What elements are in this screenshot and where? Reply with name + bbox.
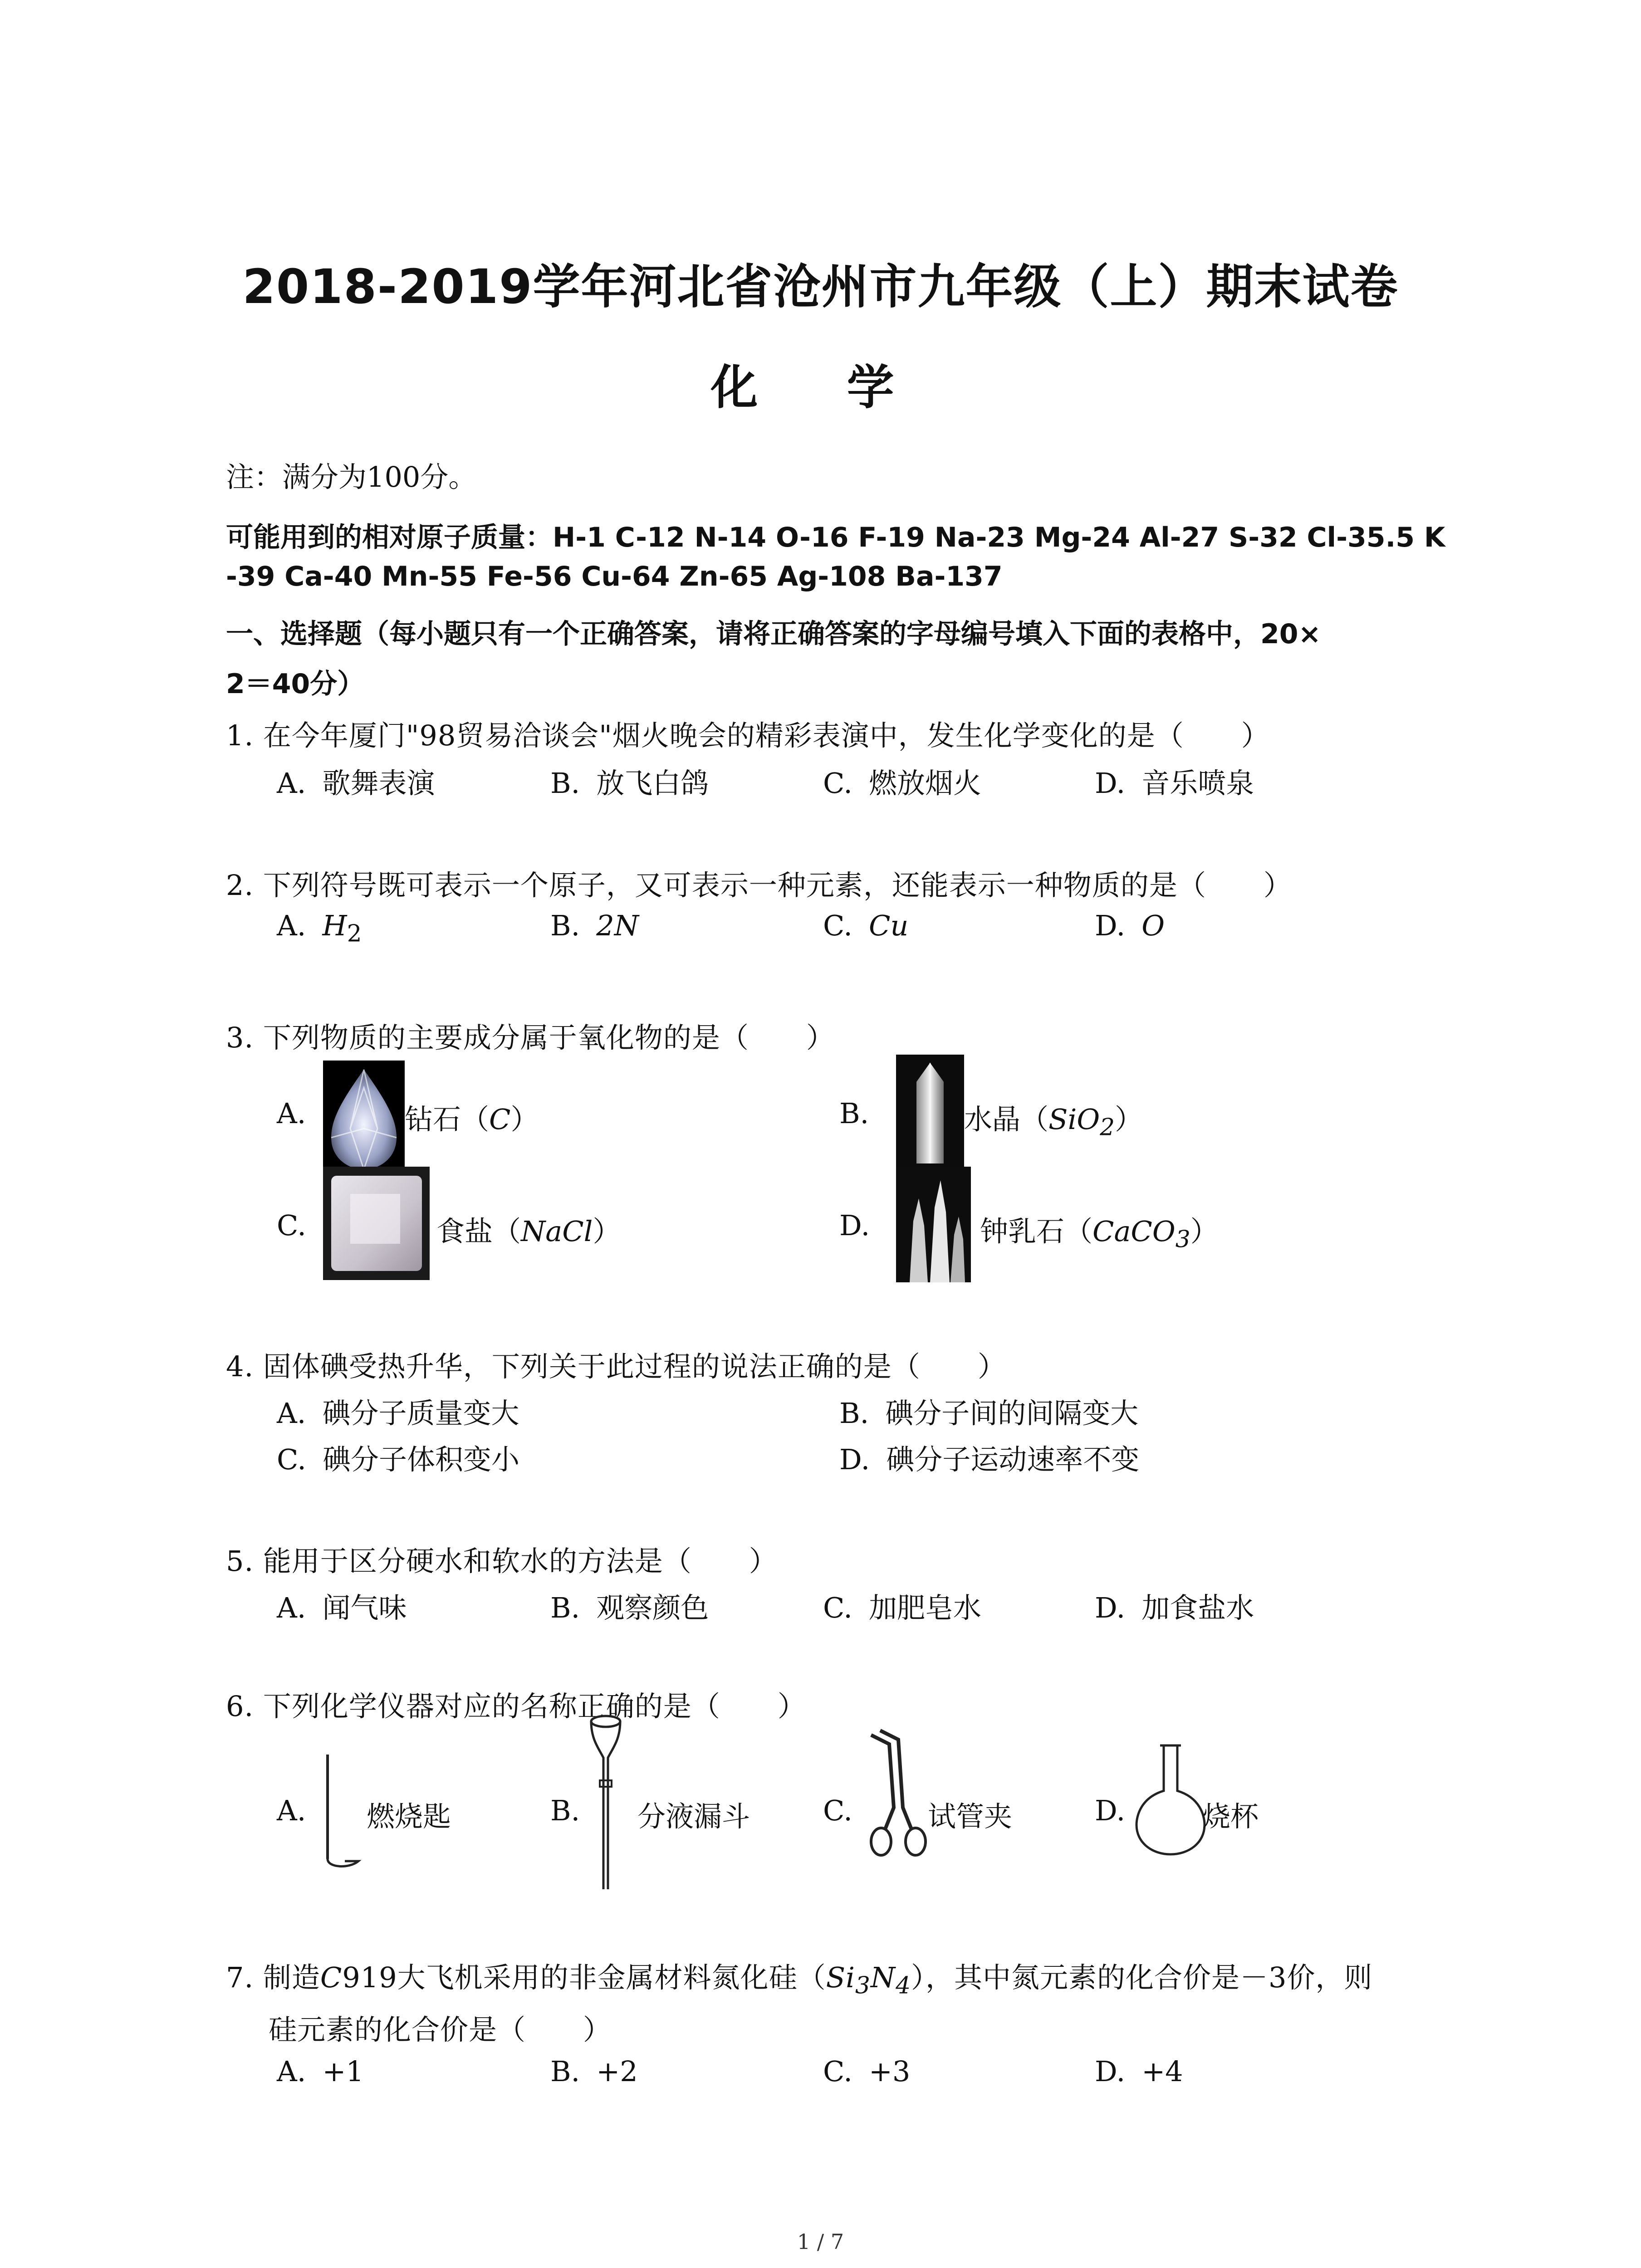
diamond-icon [323,1061,405,1174]
question-1-stem: 1. 在今年厦门"98贸易洽谈会"烟火晚会的精彩表演中，发生化学变化的是（ ） [226,719,1270,752]
q4-option-c[interactable]: C. 碘分子体积变小 [277,1443,519,1476]
subject-title: 化 学 [710,360,931,415]
q3-option-a-letter[interactable]: A. [277,1097,306,1130]
q4-option-b[interactable]: B. 碘分子间的间隔变大 [839,1397,1139,1430]
crystal-icon [896,1055,964,1173]
page-title: 2018-2019学年河北省沧州市九年级（上）期末试卷 [242,259,1399,314]
question-7-stem-line1: 7. 制造C919大飞机采用的非金属材料氮化硅$(Si_3N_4)$，其中氮元素的化合价是－3价，则 [226,1961,1373,1999]
q2-option-c[interactable]: C. Cu [823,909,909,942]
q2-option-a[interactable]: A. $H_2$ [277,909,362,948]
atomic-masses-line2: -39 Ca-40 Mn-55 Fe-56 Cu-64 Zn-65 Ag-108 Ba-137 [226,561,1003,592]
q6-option-a-letter[interactable]: A. [277,1794,306,1827]
salt-icon [323,1167,430,1280]
q3-option-c-letter[interactable]: C. [277,1209,306,1242]
q7-option-c[interactable]: C. +3 [823,2055,911,2088]
question-6-stem: 6. 下列化学仪器对应的名称正确的是（ ） [226,1690,806,1723]
question-3-stem: 3. 下列物质的主要成分属于氧化物的是（ ） [226,1021,835,1054]
q1-option-b[interactable]: B. 放飞白鸽 [550,767,709,800]
question-4-stem: 4. 固体碘受热升华，下列关于此过程的说法正确的是（ ） [226,1350,1006,1383]
q3-option-d-letter[interactable]: D. [839,1209,870,1242]
q6-option-d-label: 烧杯 [1202,1800,1259,1833]
section-heading-line2: 2＝40分） [226,668,365,700]
q3-option-d-label: 钟乳石（CaCO$_3$） [980,1215,1219,1253]
q6-option-d-letter[interactable]: D. [1095,1794,1126,1827]
funnel-icon [585,1712,626,1894]
q4-option-d[interactable]: D. 碘分子运动速率不变 [839,1443,1140,1476]
q3-option-a-label: 钻石（C） [405,1103,539,1136]
q6-option-b-label: 分液漏斗 [637,1800,750,1833]
q6-option-b-letter[interactable]: B. [550,1794,580,1827]
q1-option-d[interactable]: D. 音乐喷泉 [1095,767,1254,800]
q7-option-a[interactable]: A. +1 [277,2055,364,2088]
q2-option-b[interactable]: B. 2N [550,909,639,942]
score-note: 注：满分为100分。 [226,460,477,494]
q7-option-b[interactable]: B. +2 [550,2055,638,2088]
atomic-masses-line1: 可能用到的相对原子质量：H-1 C-12 N-14 O-16 F-19 Na-23 Mg-24 Al-27 S-32 Cl-35.5 K [226,522,1445,553]
question-5-stem: 5. 能用于区分硬水和软水的方法是（ ） [226,1545,778,1578]
q6-option-c-label: 试管夹 [928,1800,1013,1833]
q4-option-a[interactable]: A. 碘分子质量变大 [277,1397,519,1430]
flask-icon [1132,1741,1209,1859]
q3-option-c-label: 食盐（NaCl） [436,1215,621,1248]
page-number: 1 / 7 [797,2229,844,2254]
q5-option-c[interactable]: C. 加肥皂水 [823,1591,981,1624]
question-2-stem: 2. 下列符号既可表示一个原子，又可表示一种元素，还能表示一种物质的是（ ） [226,869,1292,902]
combustion-spoon-icon [318,1750,367,1872]
q5-option-b[interactable]: B. 观察颜色 [550,1591,709,1624]
q3-option-b-label: 水晶（SiO$_2$） [964,1103,1143,1141]
stalactite-icon [896,1167,971,1282]
q7-option-d[interactable]: D. +4 [1095,2055,1183,2088]
q5-option-a[interactable]: A. 闻气味 [277,1591,407,1624]
section-heading-line1: 一、选择题（每小题只有一个正确答案，请将正确答案的字母编号填入下面的表格中，20× [226,618,1321,650]
question-7-stem-line2: 硅元素的化合价是（ ） [269,2013,612,2046]
q3-option-b-letter[interactable]: B. [839,1097,869,1130]
q1-option-a[interactable]: A. 歌舞表演 [277,767,435,800]
q1-option-c[interactable]: C. 燃放烟火 [823,767,981,800]
q6-option-a-label: 燃烧匙 [367,1800,451,1833]
q5-option-d[interactable]: D. 加食盐水 [1095,1591,1254,1624]
q6-option-c-letter[interactable]: C. [823,1794,852,1827]
tongs-icon [853,1726,939,1857]
q2-option-d[interactable]: D. O [1095,909,1165,942]
